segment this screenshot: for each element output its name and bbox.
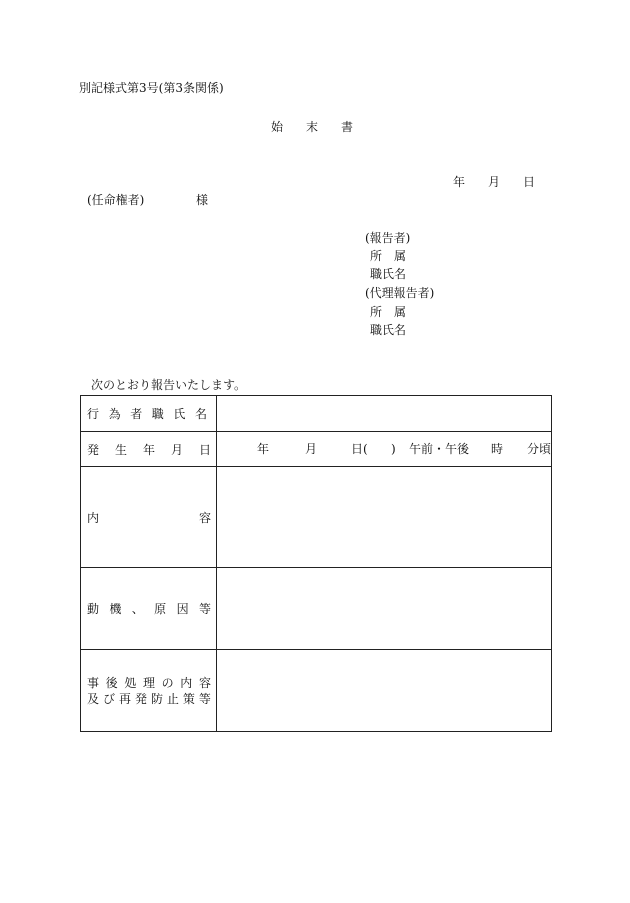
title-char: 始 — [271, 120, 284, 134]
occ-month: 月 — [305, 442, 318, 456]
reporter-name: 職氏名 — [370, 267, 407, 281]
motive-cause-label: 動 機 、 原 因 等 — [81, 568, 217, 650]
occ-minute: 分頃 — [527, 442, 552, 456]
honorific: 様 — [196, 193, 209, 207]
followup-value[interactable] — [217, 650, 552, 732]
occurrence-date-label: 発 生 年 月 日 — [81, 432, 217, 467]
agent-heading: (代理報告者) — [365, 286, 435, 300]
intro-text: 次のとおり報告いたします。 — [91, 378, 247, 392]
agent-affiliation: 所 属 — [370, 305, 407, 319]
table-row — [81, 467, 552, 568]
reporter-affiliation: 所 属 — [370, 249, 407, 263]
table-row — [81, 432, 552, 467]
date-month: 月 — [488, 175, 501, 189]
appointing-authority: (任命権者) — [87, 193, 145, 207]
agent-name: 職氏名 — [370, 323, 407, 337]
occ-paren-close: ) — [391, 442, 396, 456]
actor-label: 行 為 者 職 氏 名 — [81, 396, 217, 432]
title-char: 書 — [341, 120, 354, 134]
occurrence-date-value[interactable] — [217, 432, 552, 467]
occ-ampm: 午前・午後 — [409, 442, 470, 456]
content-label: 内 容 — [81, 467, 217, 568]
report-table — [80, 395, 552, 732]
followup-label: 事 後 処 理 の 内 容 及 び 再 発 防 止 策 等 — [81, 650, 217, 732]
date-day: 日 — [523, 175, 536, 189]
table-row — [81, 568, 552, 650]
content-value[interactable] — [217, 467, 552, 568]
reporter-heading: (報告者) — [365, 231, 411, 245]
title-char: 末 — [306, 120, 319, 134]
table-row — [81, 650, 552, 732]
actor-value[interactable] — [217, 396, 552, 432]
motive-cause-value[interactable] — [217, 568, 552, 650]
table-row — [81, 396, 552, 432]
occ-hour: 時 — [491, 442, 504, 456]
occ-day: 日( — [351, 442, 368, 456]
occ-year: 年 — [257, 442, 270, 456]
form-number: 別記様式第3号(第3条関係) — [79, 81, 224, 95]
date-year: 年 — [453, 175, 466, 189]
